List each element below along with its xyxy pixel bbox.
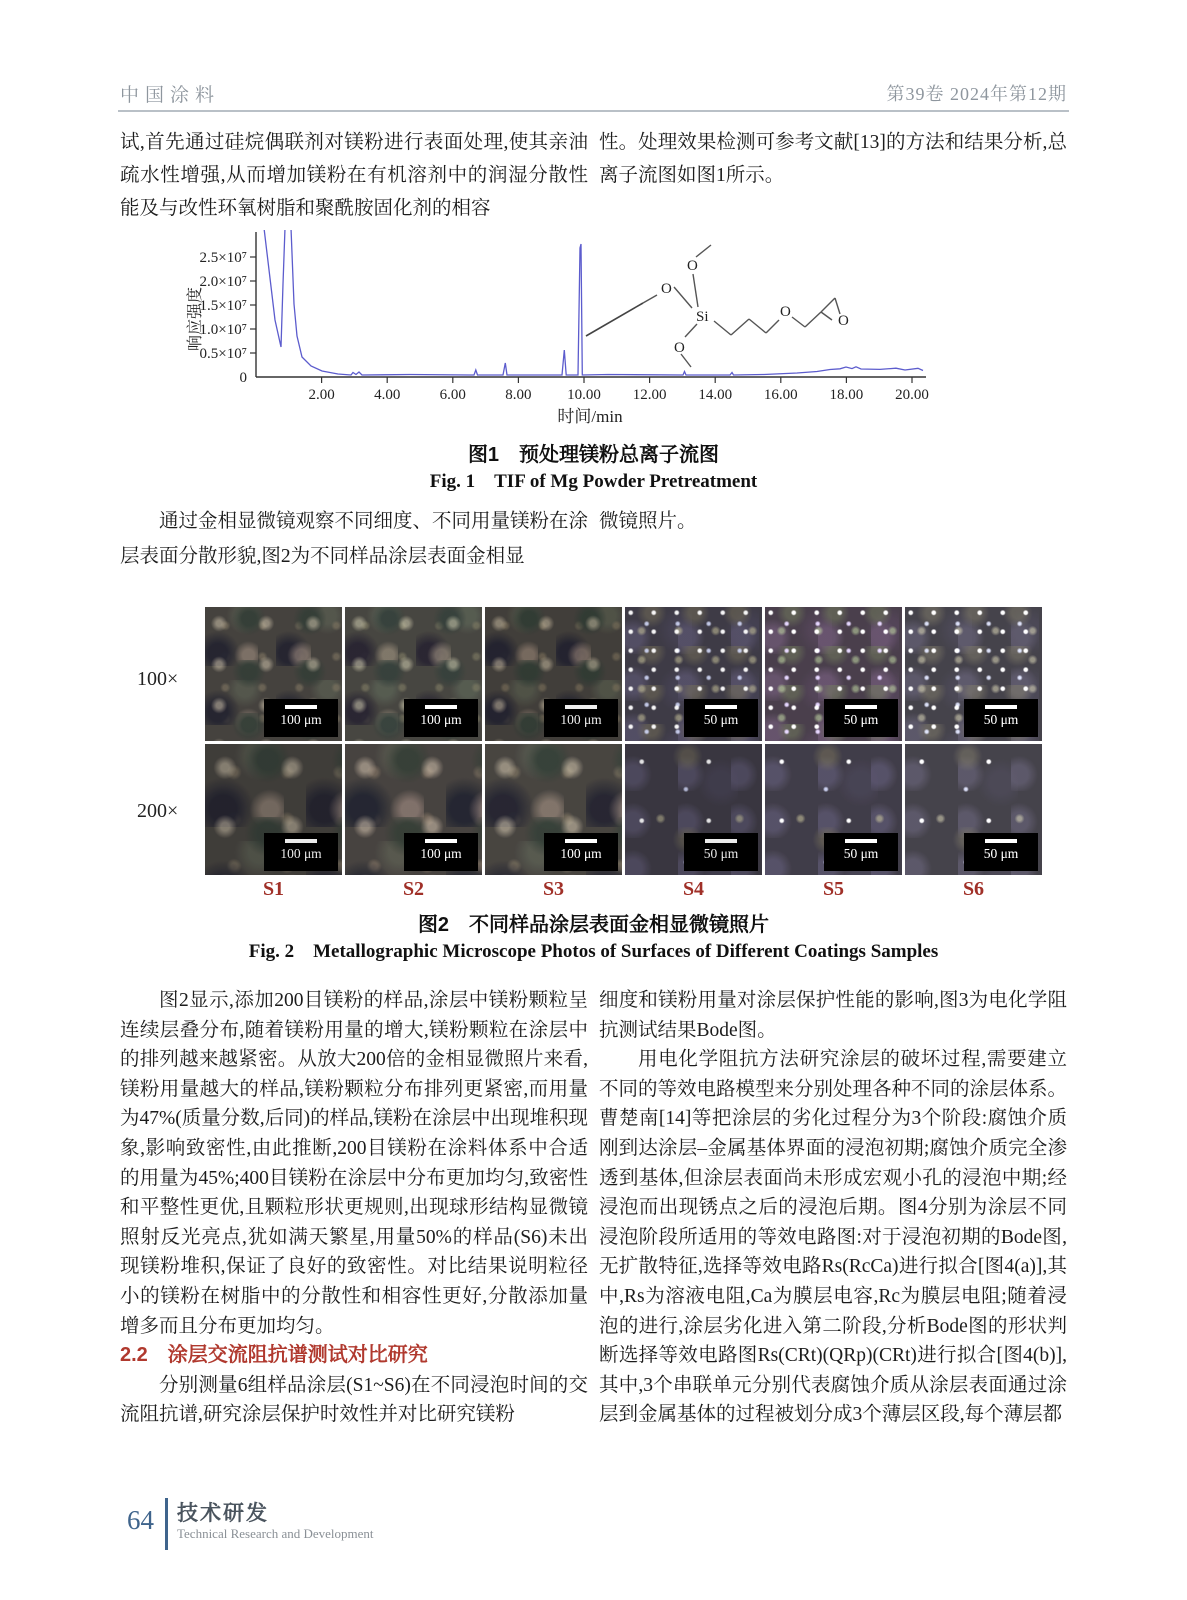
scale-bar: [544, 833, 618, 871]
scale-bar-label: 50 μm: [703, 712, 739, 727]
y-tick-label: 2.5×10⁷: [199, 250, 247, 266]
x-tick-label: 18.00: [829, 387, 864, 403]
page-number: 64: [127, 1505, 154, 1535]
scale-bar: [824, 833, 898, 871]
scale-bar-label: 50 μm: [983, 712, 1019, 727]
y-tick-label: 2.0×10⁷: [199, 274, 247, 290]
figure2-caption-en: Fig. 2 Metallographic Microscope Photos of Surfaces of Different Coatings Samples: [248, 941, 939, 962]
footer-accent-bar: [165, 1498, 168, 1550]
scale-bar-line: [985, 839, 1017, 843]
scale-bar-line: [285, 705, 317, 709]
body-right-column: [599, 986, 1067, 1430]
sample-label-s6: S6: [962, 878, 985, 900]
scale-bar-line: [565, 705, 597, 709]
micrograph-s6-100x: [905, 607, 1042, 741]
scale-bar-line: [425, 839, 457, 843]
scale-bar-label: 100 μm: [280, 712, 322, 727]
magnification-label-200x: 200×: [137, 800, 179, 822]
intro-right-column: [599, 126, 1067, 192]
scale-bar-line: [985, 705, 1017, 709]
micrograph-s2-100x: [345, 607, 482, 741]
paragraph: 图2显示,添加200目镁粉的样品,涂层中镁粉颗粒呈连续层叠分布,随着镁粉用量的增大,镁粉颗粒在涂层中的排列越来越紧密。从放大200倍的金相显微照片来看,镁粉用量越大的样品,镁粉颗粒分布排列更紧密,而用量为47%(质量分数,后同)的样品,镁粉在涂层中出现堆积现象,影响致密性,由此推断,200目镁粉在涂料体系中合适的用量为45%;400目镁粉在涂层中分布更加均匀,致密性和平整性更优,且颗粒形状更规则,出现球形结构显微镜照射反光亮点,犹如满天繁星,用量50%的样品(S6)未出现镁粉堆积,保证了良好的致密性。对比结果说明粒径小的镁粉在树脂中的分散性和相容性更好,分散添加量增多而且分布更加均匀。: [120, 990, 588, 1337]
scale-bar-line: [565, 839, 597, 843]
micrograph-s5-100x: [765, 607, 902, 741]
y-tick-label: 1.5×10⁷: [199, 298, 247, 314]
annotation-pointer: [586, 303, 643, 336]
micrograph-s4-200x: [625, 744, 762, 875]
scale-bar-label: 100 μm: [560, 712, 602, 727]
y-tick-label: 1.0×10⁷: [199, 322, 247, 338]
magnification-label-100x: 100×: [137, 668, 179, 690]
paragraph: 细度和镁粉用量对涂层保护性能的影响,图3为电化学阻抗测试结果Bode图。: [599, 990, 1067, 1041]
scale-bar: [544, 699, 618, 737]
x-tick-label: 20.00: [895, 387, 929, 403]
sample-label-row: [205, 878, 1042, 901]
micrograph-s3-200x: [485, 744, 622, 875]
scale-bar-line: [285, 839, 317, 843]
footer-column-name-en: Technical Research and Development: [177, 1526, 374, 1541]
scale-bar: [964, 833, 1038, 871]
micrograph-s4-100x: [625, 607, 762, 741]
sample-label-s2: S2: [402, 878, 425, 900]
sample-label-s4: S4: [682, 878, 705, 900]
micrograph-s2-200x: [345, 744, 482, 875]
para2-right-column: [599, 504, 1067, 539]
scale-bar-label: 50 μm: [843, 712, 879, 727]
scale-bar-label: 100 μm: [560, 846, 602, 861]
atom-O-epoxide: O: [838, 313, 849, 329]
scale-bar-line: [845, 839, 877, 843]
micrograph-row-100x: [205, 607, 1042, 741]
figure1-chromatogram: [180, 224, 970, 430]
micrograph-s5-200x: [765, 744, 902, 875]
paragraph: 性。处理效果检测可参考文献[13]的方法和结果分析,总离子流图如图1所示。: [599, 132, 1067, 186]
issue-info: 第39卷 2024年第12期: [886, 84, 1067, 104]
sample-label-s5: S5: [822, 878, 845, 900]
scale-bar-label: 50 μm: [983, 846, 1019, 861]
paragraph: 微镜照片。: [599, 511, 697, 532]
scale-bar-label: 100 μm: [420, 712, 462, 727]
body-left-column: [120, 986, 588, 1430]
micrograph-s6-200x: [905, 744, 1042, 875]
scale-bar-line: [705, 705, 737, 709]
journal-name: 中国涂料: [120, 85, 221, 106]
scale-bar-line: [845, 705, 877, 709]
x-tick-label: 16.00: [763, 387, 798, 403]
x-tick-label: 10.00: [567, 387, 601, 403]
figure1-caption-en: Fig. 1 TIF of Mg Powder Pretreatment: [429, 471, 758, 492]
molecule-atom-labels: [661, 258, 849, 356]
scale-bar: [404, 699, 478, 737]
x-tick-label: 4.00: [374, 387, 401, 403]
scale-bar: [264, 699, 338, 737]
paragraph: 用电化学阻抗方法研究涂层的破坏过程,需要建立不同的等效电路模型来分别处理各种不同的涂层体系。曹楚南[14]等把涂层的劣化过程分为3个阶段:腐蚀介质刚到达涂层–金属基体界面的浸泡初期;腐蚀介质完全渗透到基体,但涂层表面尚未形成宏观小孔的浸泡中期;经浸泡而出现锈点之后的浸泡后期。图4分别为涂层不同浸泡阶段所适用的等效电路图:对于浸泡初期的Bode图,无扩散特征,选择等效电路Rs(RcCa)进行拟合[图4(a)],其中,Rs为溶液电阻,Ca为膜层电容,Rc为膜层电阻;随着浸泡的进行,涂层劣化进入第二阶段,分析Bode图的形状判断选择等效电路图Rs(CRt)(QRp)(CRt)进行拟合[图4(b)],其中,3个串联单元分别代表腐蚀介质从涂层表面通过涂层到金属基体的过程被划分成3个薄层区段,每个薄层都: [599, 1049, 1068, 1426]
sample-label-s1: S1: [262, 878, 285, 900]
atom-O-bottom: O: [674, 340, 685, 356]
micrograph-s3-100x: [485, 607, 622, 741]
atom-O-left: O: [661, 281, 672, 297]
chromatogram-plot: [180, 224, 970, 430]
silane-molecule-structure: [643, 245, 840, 367]
scale-bar: [824, 699, 898, 737]
section-heading-2-2: 2.2 涂层交流阻抗谱测试对比研究: [120, 1344, 428, 1367]
intro-left-column: [120, 126, 588, 225]
x-tick-label: 6.00: [439, 387, 466, 403]
y-tick-label: 0: [239, 370, 247, 386]
sample-label-s3: S3: [542, 878, 565, 900]
scale-bar: [404, 833, 478, 871]
y-axis-title: 响应强度: [187, 286, 204, 352]
scale-bar-label: 50 μm: [843, 846, 879, 861]
scale-bar: [964, 699, 1038, 737]
x-tick-label: 2.00: [308, 387, 335, 403]
x-tick-label: 8.00: [505, 387, 532, 403]
scale-bar-line: [705, 839, 737, 843]
scale-bar-label: 50 μm: [703, 846, 739, 861]
footer-column-name-cn: 技术研发: [177, 1502, 269, 1525]
scale-bar: [264, 833, 338, 871]
micrograph-s1-200x: [205, 744, 342, 875]
micrograph-s1-100x: [205, 607, 342, 741]
figure2-caption-cn: 图2 不同样品涂层表面金相显微镜照片: [417, 914, 770, 936]
paragraph: 分别测量6组样品涂层(S1~S6)在不同浸泡时间的交流阻抗谱,研究涂层保护时效性并对比研究镁粉: [120, 1374, 588, 1426]
micrograph-row-200x: [205, 744, 1042, 875]
para2-left-column: [120, 504, 588, 574]
scale-bar: [684, 699, 758, 737]
scale-bar-line: [425, 705, 457, 709]
x-tick-label: 14.00: [698, 387, 733, 403]
scale-bar-label: 100 μm: [280, 846, 322, 861]
x-axis-title: 时间/min: [557, 407, 623, 426]
scale-bar: [684, 833, 758, 871]
atom-O-top: O: [687, 258, 698, 274]
header-rule: [118, 110, 1069, 112]
x-tick-label: 12.00: [632, 387, 667, 403]
scale-bar-label: 100 μm: [420, 846, 462, 861]
tic-trace: [259, 228, 923, 375]
atom-O-ether: O: [780, 304, 791, 320]
paragraph: 试,首先通过硅烷偶联剂对镁粉进行表面处理,使其亲油疏水性增强,从而增加镁粉在有机溶剂中的润湿分散性能及与改性环氧树脂和聚酰胺固化剂的相容: [120, 132, 588, 219]
paragraph: 通过金相显微镜观察不同细度、不同用量镁粉在涂层表面分散形貌,图2为不同样品涂层表面金相显: [120, 511, 589, 567]
y-tick-label: 0.5×10⁷: [199, 346, 247, 362]
figure1-caption-cn: 图1 预处理镁粉总离子流图: [467, 444, 720, 466]
atom-Si: Si: [696, 309, 709, 325]
